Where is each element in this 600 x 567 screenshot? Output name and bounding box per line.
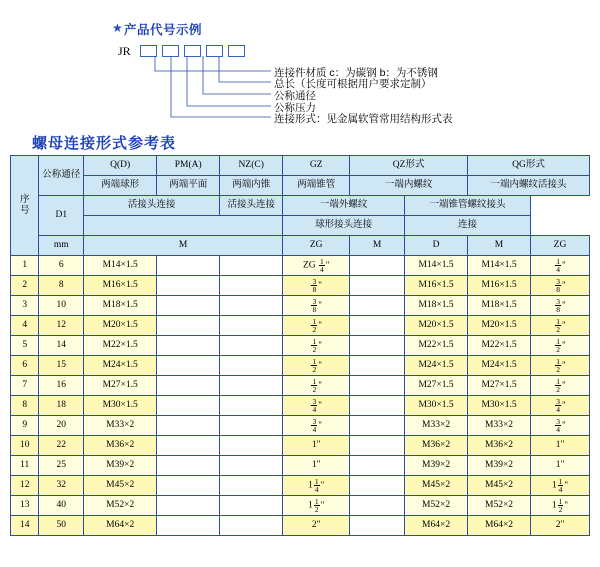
cell-gz: $\frac{3}{4}$ "	[283, 416, 350, 436]
cell-no: 13	[11, 496, 39, 516]
cell-qg-m: M39×2	[468, 456, 531, 476]
header-q: Q(D)	[84, 156, 157, 176]
cell-qz-m	[350, 516, 405, 536]
cell-q: M33×2	[84, 416, 157, 436]
cell-qz-d: M30×1.5	[405, 396, 468, 416]
table-row	[11, 416, 590, 436]
header-dn-label: 公称通径	[42, 170, 81, 181]
table-row	[11, 336, 590, 356]
cell-qz-m	[350, 296, 405, 316]
header-gz: GZ	[283, 156, 350, 176]
cell-qg-m: M24×1.5	[468, 356, 531, 376]
cell-no: 1	[11, 256, 39, 276]
cell-qz-m	[350, 316, 405, 336]
cell-no: 6	[11, 356, 39, 376]
table-row	[11, 456, 590, 476]
product-code-legend	[0, 0, 600, 128]
star-icon: ★	[112, 21, 123, 35]
annotation-nominal-pressure: 公称压力	[274, 102, 316, 114]
cell-dn: 8	[39, 276, 84, 296]
cell-nz	[220, 276, 283, 296]
cell-qz-m	[350, 276, 405, 296]
cell-q: M30×1.5	[84, 396, 157, 416]
cell-dn: 10	[39, 296, 84, 316]
header-mm: mm	[39, 236, 84, 256]
header-gz-desc: 两端锥管	[283, 176, 350, 196]
cell-dn: 15	[39, 356, 84, 376]
cell-q: M20×1.5	[84, 316, 157, 336]
table-row	[11, 276, 590, 296]
cell-no: 3	[11, 296, 39, 316]
cell-dn: 16	[39, 376, 84, 396]
cell-q: M16×1.5	[84, 276, 157, 296]
cell-nz	[220, 516, 283, 536]
cell-no: 11	[11, 456, 39, 476]
cell-q: M18×1.5	[84, 296, 157, 316]
cell-nz	[220, 336, 283, 356]
cell-gz: 1 $\frac{1}{4}$ "	[283, 476, 350, 496]
cell-gz: 1 $\frac{1}{2}$ "	[283, 496, 350, 516]
cell-no: 14	[11, 516, 39, 536]
cell-gz: $\frac{1}{2}$ "	[283, 316, 350, 336]
annotation-length: 总长（长度可根据用户要求定制）	[274, 78, 432, 90]
cell-qg-zg: 1 $\frac{1}{2}$ "	[531, 496, 590, 516]
cell-gz: 2"	[283, 516, 350, 536]
cell-no: 12	[11, 476, 39, 496]
table-row	[11, 256, 590, 276]
annotation-connection-type: 连接形式：见金属软管常用结构形式表	[274, 113, 453, 125]
cell-qz-m	[350, 416, 405, 436]
cell-qg-m: M27×1.5	[468, 376, 531, 396]
cell-nz	[220, 436, 283, 456]
cell-qz-m	[350, 436, 405, 456]
cell-pm	[157, 356, 220, 376]
cell-nz	[220, 416, 283, 436]
cell-gz: $\frac{1}{2}$ "	[283, 336, 350, 356]
cell-qg-m: M20×1.5	[468, 316, 531, 336]
cell-pm	[157, 496, 220, 516]
header-no-label: 序 号	[19, 194, 30, 216]
header-qg-join: 一端锥管螺纹接头	[405, 196, 531, 216]
cell-qz-d: M14×1.5	[405, 256, 468, 276]
cell-no: 8	[11, 396, 39, 416]
cell-pm	[157, 296, 220, 316]
cell-dn: 22	[39, 436, 84, 456]
cell-qg-m: M22×1.5	[468, 336, 531, 356]
table-row	[11, 476, 590, 496]
cell-qz-d: M16×1.5	[405, 276, 468, 296]
cell-q: M39×2	[84, 456, 157, 476]
header-nz-desc: 两端内锥	[220, 176, 283, 196]
cell-no: 5	[11, 336, 39, 356]
table-row	[11, 316, 590, 336]
legend-title: 产品代号示例	[124, 23, 203, 37]
cell-pm	[157, 456, 220, 476]
cell-qg-zg: $\frac{1}{2}$ "	[531, 356, 590, 376]
cell-qg-zg: 1 $\frac{1}{4}$ "	[531, 476, 590, 496]
cell-no: 9	[11, 416, 39, 436]
cell-qz-d: M33×2	[405, 416, 468, 436]
cell-qz-m	[350, 376, 405, 396]
cell-nz	[220, 356, 283, 376]
cell-no: 7	[11, 376, 39, 396]
cell-dn: 18	[39, 396, 84, 416]
header-pm: PM(A)	[157, 156, 220, 176]
cell-dn: 40	[39, 496, 84, 516]
cell-qz-m	[350, 496, 405, 516]
cell-q: M36×2	[84, 436, 157, 456]
cell-pm	[157, 276, 220, 296]
cell-qg-zg: $\frac{1}{2}$ "	[531, 336, 590, 356]
cell-pm	[157, 476, 220, 496]
cell-qg-zg: 1"	[531, 456, 590, 476]
header-zg-1: ZG	[283, 236, 350, 256]
cell-qg-zg: $\frac{3}{4}$ "	[531, 396, 590, 416]
cell-qg-zg: 2"	[531, 516, 590, 536]
header-nz: NZ(C)	[220, 156, 283, 176]
cell-pm	[157, 336, 220, 356]
cell-q: M64×2	[84, 516, 157, 536]
cell-qg-m: M33×2	[468, 416, 531, 436]
cell-gz: ZG $\frac{1}{4}$ "	[283, 256, 350, 276]
header-q-pm-join: 活接头连接	[84, 196, 220, 216]
cell-qz-d: M64×2	[405, 516, 468, 536]
header-pm-desc: 两端平面	[157, 176, 220, 196]
cell-pm	[157, 416, 220, 436]
cell-dn: 20	[39, 416, 84, 436]
cell-qg-m: M64×2	[468, 516, 531, 536]
cell-qz-d: M45×2	[405, 476, 468, 496]
table-row	[11, 436, 590, 456]
cell-dn: 6	[39, 256, 84, 276]
cell-qg-zg: $\frac{3}{8}$ "	[531, 296, 590, 316]
cell-nz	[220, 296, 283, 316]
legend-prefix: JR	[118, 44, 131, 58]
cell-qz-d: M52×2	[405, 496, 468, 516]
header-m-3: M	[468, 236, 531, 256]
cell-qz-m	[350, 336, 405, 356]
cell-qg-zg: $\frac{3}{8}$ "	[531, 276, 590, 296]
header-qz-desc: 一端内螺纹	[350, 176, 468, 196]
cell-nz	[220, 496, 283, 516]
cell-qg-m: M30×1.5	[468, 396, 531, 416]
header-d1: D1	[39, 196, 84, 236]
cell-qz-m	[350, 476, 405, 496]
table-row	[11, 396, 590, 416]
table-row	[11, 496, 590, 516]
cell-pm	[157, 436, 220, 456]
cell-dn: 32	[39, 476, 84, 496]
cell-qz-d: M39×2	[405, 456, 468, 476]
cell-gz: 1"	[283, 436, 350, 456]
cell-gz: $\frac{3}{4}$ "	[283, 396, 350, 416]
table-header-row-5	[11, 236, 590, 256]
table-title: 螺母连接形式参考表	[32, 135, 177, 152]
cell-qg-m: M14×1.5	[468, 256, 531, 276]
cell-qg-zg: $\frac{1}{4}$ "	[531, 256, 590, 276]
cell-q: M24×1.5	[84, 356, 157, 376]
cell-gz: $\frac{3}{8}$ "	[283, 276, 350, 296]
cell-gz: 1"	[283, 456, 350, 476]
header-nz-join: 活接头连接	[220, 196, 283, 216]
cell-qz-m	[350, 356, 405, 376]
cell-gz: $\frac{1}{2}$ "	[283, 356, 350, 376]
cell-qg-m: M52×2	[468, 496, 531, 516]
cell-qg-zg: $\frac{1}{2}$ "	[531, 316, 590, 336]
cell-nz	[220, 476, 283, 496]
table-header-row-4	[11, 216, 590, 236]
cell-dn: 12	[39, 316, 84, 336]
table-row	[11, 296, 590, 316]
header-dn	[39, 156, 84, 196]
cell-qg-m: M36×2	[468, 436, 531, 456]
header-qz: QZ形式	[350, 156, 468, 176]
header-m-2: M	[350, 236, 405, 256]
cell-pm	[157, 396, 220, 416]
cell-q: M52×2	[84, 496, 157, 516]
table-row	[11, 356, 590, 376]
cell-qg-zg: $\frac{3}{4}$ "	[531, 416, 590, 436]
cell-pm	[157, 376, 220, 396]
cell-qz-d: M20×1.5	[405, 316, 468, 336]
cell-q: M22×1.5	[84, 336, 157, 356]
table-header-row-1	[11, 156, 590, 176]
cell-nz	[220, 256, 283, 276]
header-qg: QG形式	[468, 156, 590, 176]
cell-pm	[157, 316, 220, 336]
cell-qg-m: M45×2	[468, 476, 531, 496]
cell-qz-m	[350, 456, 405, 476]
cell-no: 10	[11, 436, 39, 456]
cell-qz-m	[350, 396, 405, 416]
header-m-1: M	[84, 236, 283, 256]
cell-gz: $\frac{1}{2}$ "	[283, 376, 350, 396]
cell-pm	[157, 256, 220, 276]
cell-qg-zg: 1"	[531, 436, 590, 456]
cell-qz-d: M24×1.5	[405, 356, 468, 376]
cell-qg-zg: $\frac{1}{2}$ "	[531, 376, 590, 396]
table-header-row-3	[11, 196, 590, 216]
table-row	[11, 516, 590, 536]
cell-q: M14×1.5	[84, 256, 157, 276]
header-blank-1	[84, 216, 283, 236]
cell-q: M45×2	[84, 476, 157, 496]
cell-dn: 14	[39, 336, 84, 356]
header-d-2: D	[405, 236, 468, 256]
cell-pm	[157, 516, 220, 536]
cell-qg-m: M16×1.5	[468, 276, 531, 296]
header-ball-joint: 球形接头连接	[283, 216, 405, 236]
cell-qz-d: M18×1.5	[405, 296, 468, 316]
cell-qz-d: M22×1.5	[405, 336, 468, 356]
header-zg-3: ZG	[531, 236, 590, 256]
header-connection: 连接	[405, 216, 531, 236]
header-no	[11, 156, 39, 256]
table-header-row-2	[11, 176, 590, 196]
cell-qz-m	[350, 256, 405, 276]
cell-dn: 25	[39, 456, 84, 476]
cell-nz	[220, 376, 283, 396]
nut-connection-table	[10, 155, 590, 536]
header-q-desc: 两端球形	[84, 176, 157, 196]
cell-qg-m: M18×1.5	[468, 296, 531, 316]
cell-nz	[220, 456, 283, 476]
cell-no: 2	[11, 276, 39, 296]
cell-dn: 50	[39, 516, 84, 536]
header-qz-join: 一端外螺纹	[283, 196, 405, 216]
annotation-nominal-diameter: 公称通径	[274, 90, 316, 102]
cell-qz-d: M27×1.5	[405, 376, 468, 396]
header-qg-desc: 一端内螺纹活接头	[468, 176, 590, 196]
cell-qz-d: M36×2	[405, 436, 468, 456]
cell-no: 4	[11, 316, 39, 336]
annotation-material: 连接件材质 c：为碳钢 b：为不锈钢	[274, 67, 438, 79]
cell-q: M27×1.5	[84, 376, 157, 396]
cell-nz	[220, 316, 283, 336]
cell-gz: $\frac{3}{8}$ "	[283, 296, 350, 316]
cell-nz	[220, 396, 283, 416]
table-row	[11, 376, 590, 396]
